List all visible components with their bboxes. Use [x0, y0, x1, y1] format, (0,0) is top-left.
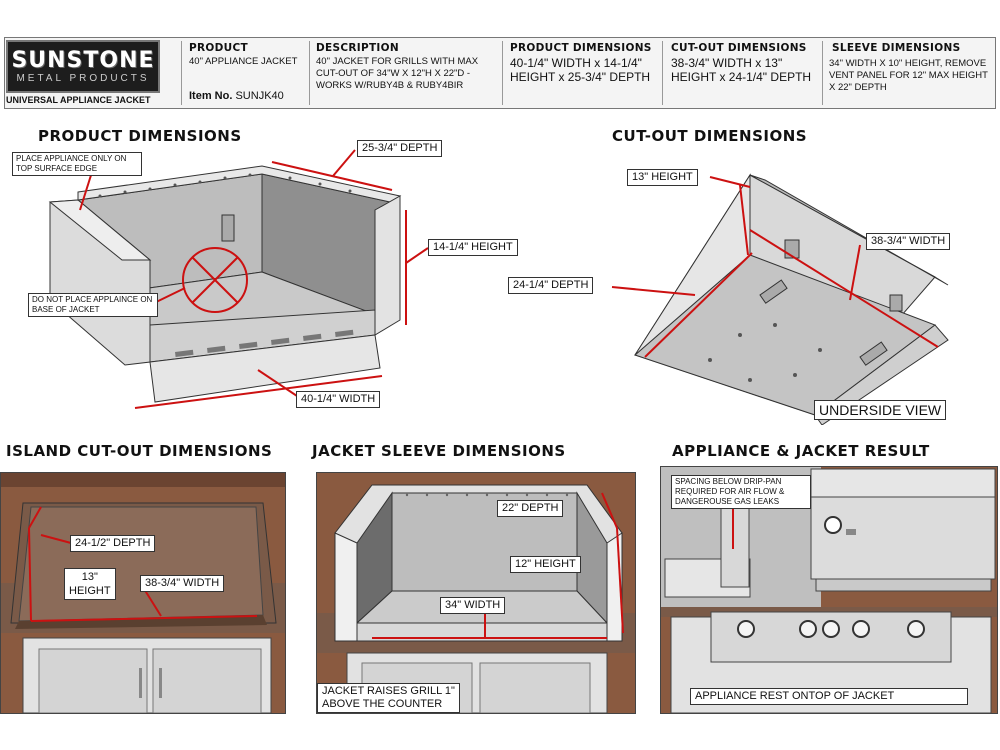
island-height-word: HEIGHT — [69, 585, 111, 597]
cutout-dims-title: CUT-OUT DIMENSIONS — [612, 127, 808, 145]
sleeve-note-line2: ABOVE THE COUNTER — [322, 698, 443, 710]
sleeve-width-label: 34" WIDTH — [440, 597, 505, 614]
description-title: DESCRIPTION — [316, 42, 399, 54]
logo-name: SUNSTONE — [11, 47, 155, 73]
result-title: APPLIANCE & JACKET RESULT — [672, 442, 930, 460]
sunstone-logo — [6, 40, 160, 93]
product-dims-title: PRODUCT DIMENSIONS — [38, 127, 242, 145]
place-appliance-note: PLACE APPLIANCE ONLY ON TOP SURFACE EDGE — [12, 152, 142, 176]
sleeve-raise-note — [317, 683, 460, 713]
sleeve-note-line1: JACKET RAISES GRILL 1" — [322, 685, 455, 697]
sleeve-dimensions-text: 34" WIDTH X 10" HEIGHT, REMOVE VENT PANEL FOR 12" MAX HEIGHT X 22" DEPTH — [829, 58, 988, 93]
item-label: Item No. — [189, 90, 233, 102]
item-number — [189, 90, 284, 102]
do-not-place-note: DO NOT PLACE APPLAINCE ON BASE OF JACKET — [28, 293, 158, 317]
sleeve-dimensions-title: SLEEVE DIMENSIONS — [832, 42, 961, 54]
island-height-label — [64, 568, 116, 600]
sleeve-depth-label: 22" DEPTH — [497, 500, 563, 517]
appliance-rest-note: APPLIANCE REST ONTOP OF JACKET — [690, 688, 968, 705]
header-divider — [662, 41, 663, 105]
product-text: 40" APPLIANCE JACKET — [189, 56, 298, 67]
header-divider — [822, 41, 823, 105]
cutout-width-label: 38-3/4" WIDTH — [866, 233, 950, 250]
island-width-label: 38-3/4" WIDTH — [140, 575, 224, 592]
spacing-note: SPACING BELOW DRIP-PAN REQUIRED FOR AIR FLOW & DANGEROUSE GAS LEAKS — [671, 475, 811, 509]
product-dimensions-title: PRODUCT DIMENSIONS — [510, 42, 652, 54]
product-width-label: 40-1/4" WIDTH — [296, 391, 380, 408]
product-depth-label: 25-3/4" DEPTH — [357, 140, 442, 157]
cutout-depth-label: 24-1/4" DEPTH — [508, 277, 593, 294]
header-divider — [309, 41, 310, 105]
header-divider — [502, 41, 503, 105]
item-value: SUNJK40 — [235, 90, 284, 102]
jacket-sleeve-panel — [316, 472, 636, 714]
product-title: PRODUCT — [189, 42, 248, 54]
product-jacket-drawing — [0, 140, 560, 420]
cutout-height-label: 13" HEIGHT — [627, 169, 698, 186]
island-title: ISLAND CUT-OUT DIMENSIONS — [6, 442, 273, 460]
logo-sub: METAL PRODUCTS — [16, 72, 150, 84]
cutout-underside-drawing — [560, 145, 1000, 425]
product-dimensions-text: 40-1/4" WIDTH x 14-1/4" HEIGHT x 25-3/4" DEPTH — [510, 56, 651, 84]
product-height-label: 14-1/4" HEIGHT — [428, 239, 518, 256]
island-height-value: 13" — [81, 571, 98, 583]
header-divider — [181, 41, 182, 105]
underside-view-label: UNDERSIDE VIEW — [814, 400, 946, 420]
island-depth-label: 24-1/2" DEPTH — [70, 535, 155, 552]
logo-caption: UNIVERSAL APPLIANCE JACKET — [6, 95, 151, 105]
sleeve-title: JACKET SLEEVE DIMENSIONS — [312, 442, 566, 460]
description-text: 40" JACKET FOR GRILLS WITH MAX CUT-OUT OF 34"W X 12"H X 22"D - WORKS W/RUBY4B & RUBY4BIR — [316, 56, 479, 91]
sleeve-height-label: 12" HEIGHT — [510, 556, 581, 573]
cutout-dimensions-title: CUT-OUT DIMENSIONS — [671, 42, 807, 54]
cutout-dimensions-text: 38-3/4" WIDTH x 13" HEIGHT x 24-1/4" DEPTH — [671, 56, 812, 84]
island-cutout-panel — [0, 472, 286, 714]
